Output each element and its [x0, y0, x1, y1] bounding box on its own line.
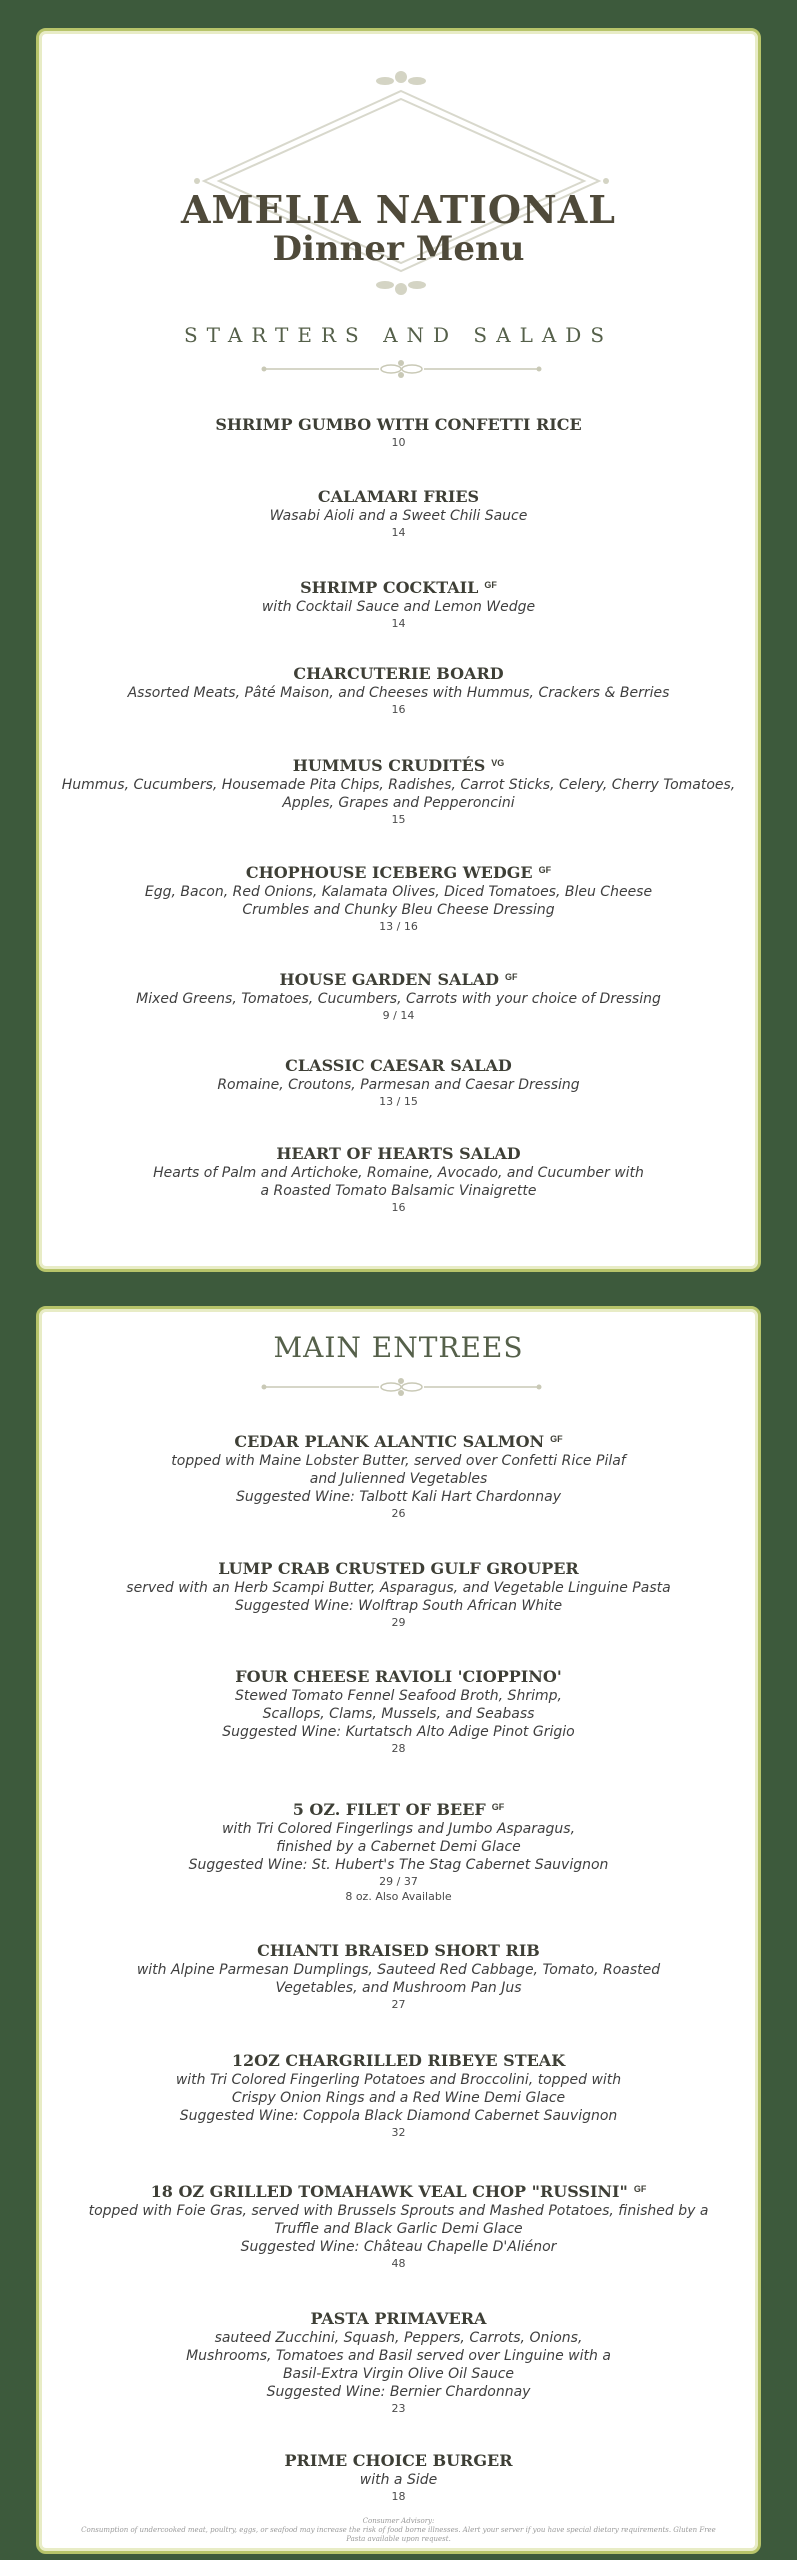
dietary-tag: GF [484, 580, 497, 590]
suggested-wine: Suggested Wine: St. Hubert's The Stag Cabernet Sauvignon [188, 1857, 609, 1873]
section-divider [39, 357, 758, 385]
item-description: Stewed Tomato Fennel Seafood Broth, Shrimp, Scallops, Clams, Mussels, and Seabass [235, 1688, 562, 1722]
item-description: Hummus, Cucumbers, Housemade Pita Chips, Radishes, Carrot Sticks, Celery, Cherry Tomatoes, Apples, Grapes and Pepperoncini [61, 777, 736, 811]
item-name: HUMMUS CRUDITÉS [292, 756, 486, 775]
suggested-wine: Suggested Wine: Château Chapelle D'Aliénor [240, 2239, 557, 2255]
item-name: SHRIMP COCKTAIL [300, 578, 479, 597]
dietary-tag: GF [504, 972, 518, 982]
dietary-tag: GF [633, 2184, 647, 2194]
starters-panel [36, 28, 761, 1272]
entrees-panel [36, 1306, 761, 2554]
item-name: LUMP CRAB CRUSTED GULF GROUPER [218, 1559, 579, 1578]
item-price: 10 [391, 436, 406, 449]
item-price: 16 [391, 703, 406, 716]
restaurant-name: AMELIA NATIONAL [181, 187, 616, 232]
menu-item [59, 2179, 738, 2272]
item-price: 13 / 16 [379, 920, 418, 933]
item-name: HOUSE GARDEN SALAD [279, 970, 499, 989]
item-price: 48 [391, 2257, 406, 2270]
section-divider [39, 1375, 758, 1403]
item-price: 29 [391, 1616, 406, 1629]
item-description: sauteed Zucchini, Squash, Peppers, Carrots, Onions, Mushrooms, Tomatoes and Basil served over Linguine with a Basil-Extra Virgin Olive Oil Sauce [186, 2330, 611, 2382]
item-description: served with an Herb Scampi Butter, Asparagus, and Vegetable Linguine Pasta [126, 1580, 671, 1596]
consumer-advisory [79, 2517, 718, 2544]
dietary-tag: VG [491, 758, 505, 768]
entrees-heading: MAIN ENTREES [273, 1331, 524, 1364]
menu-header [39, 61, 758, 301]
item-name: 18 OZ GRILLED TOMAHAWK VEAL CHOP "RUSSINI" [150, 2182, 628, 2201]
dietary-tag: GF [538, 865, 552, 875]
item-note: 8 oz. Also Available [345, 1890, 452, 1903]
item-price: 32 [391, 2126, 406, 2139]
item-name: CHIANTI BRAISED SHORT RIB [257, 1941, 540, 1960]
item-description: Mixed Greens, Tomatoes, Cucumbers, Carrots with your choice of Dressing [136, 991, 661, 1007]
menu-item [59, 1056, 738, 1110]
item-price: 14 [391, 617, 406, 630]
menu-item [59, 575, 738, 632]
item-price: 9 / 14 [382, 1009, 415, 1022]
item-price: 13 / 15 [379, 1095, 418, 1108]
menu-item [59, 967, 738, 1024]
dietary-tag: GF [550, 1434, 563, 1444]
item-price: 23 [391, 2402, 406, 2415]
menu-item [59, 753, 738, 828]
item-name: PRIME CHOICE BURGER [284, 2451, 513, 2470]
item-price: 29 / 37 [379, 1875, 418, 1888]
item-price: 15 [391, 813, 406, 826]
item-description: with Cocktail Sauce and Lemon Wedge [261, 599, 536, 615]
item-description: with Alpine Parmesan Dumplings, Sauteed Red Cabbage, Tomato, Roasted Vegetables, and Mushroom Pan Jus [136, 1962, 661, 1996]
item-name: FOUR CHEESE RAVIOLI 'CIOPPINO' [235, 1667, 562, 1686]
menu-item [59, 2309, 738, 2417]
suggested-wine: Suggested Wine: Bernier Chardonnay [266, 2384, 531, 2400]
item-name: PASTA PRIMAVERA [310, 2309, 487, 2328]
item-description: with Tri Colored Fingerlings and Jumbo Asparagus, finished by a Cabernet Demi Glace [221, 1821, 576, 1855]
item-description: topped with Maine Lobster Butter, served over Confetti Rice Pilaf and Julienned Vegetables [171, 1453, 626, 1487]
advisory-title: Consumer Advisory: [362, 2517, 435, 2525]
menu-item [59, 2451, 738, 2505]
item-description: topped with Foie Gras, served with Brussels Sprouts and Mashed Potatoes, finished by a Truffle and Black Garlic Demi Glace [88, 2203, 709, 2237]
item-description: with a Side [359, 2472, 438, 2488]
menu-item [59, 1667, 738, 1757]
suggested-wine: Suggested Wine: Coppola Black Diamond Cabernet Sauvignon [179, 2108, 618, 2124]
item-description: Hearts of Palm and Artichoke, Romaine, Avocado, and Cucumber with a Roasted Tomato Balsamic Vinaigrette [153, 1165, 644, 1199]
item-price: 18 [391, 2490, 406, 2503]
menu-item [59, 1429, 738, 1522]
item-name: CHOPHOUSE ICEBERG WEDGE [245, 863, 533, 882]
item-name: HEART OF HEARTS SALAD [276, 1144, 521, 1163]
item-name: 12OZ CHARGRILLED RIBEYE STEAK [231, 2051, 566, 2070]
item-description: Wasabi Aioli and a Sweet Chili Sauce [269, 508, 528, 524]
menu-item [59, 1941, 738, 2013]
item-name: CEDAR PLANK ALANTIC SALMON [234, 1432, 545, 1451]
suggested-wine: Suggested Wine: Kurtatsch Alto Adige Pinot Grigio [222, 1724, 575, 1740]
menu-item [59, 415, 738, 451]
suggested-wine: Suggested Wine: Wolftrap South African White [234, 1598, 563, 1614]
flourish-divider-icon [39, 357, 761, 381]
item-price: 28 [391, 1742, 406, 1755]
suggested-wine: Suggested Wine: Talbott Kali Hart Chardonnay [235, 1489, 562, 1505]
starters-heading: STARTERS AND SALADS [183, 323, 614, 347]
item-description: Romaine, Croutons, Parmesan and Caesar Dressing [217, 1077, 580, 1093]
item-description: Egg, Bacon, Red Onions, Kalamata Olives, Diced Tomatoes, Bleu Cheese Crumbles and Chunky Bleu Cheese Dressing [144, 884, 653, 918]
menu-item [59, 487, 738, 541]
menu-item [59, 1797, 738, 1904]
item-description: Assorted Meats, Pâté Maison, and Cheeses with Hummus, Crackers & Berries [127, 685, 670, 701]
menu-title: Dinner Menu [272, 229, 525, 269]
item-name: 5 OZ. FILET OF BEEF [292, 1800, 486, 1819]
item-price: 26 [391, 1507, 406, 1520]
dietary-tag: GF [491, 1802, 505, 1812]
flourish-divider-icon [39, 1375, 761, 1399]
item-name: CLASSIC CAESAR SALAD [285, 1056, 512, 1075]
menu-item [59, 664, 738, 718]
item-name: CHARCUTERIE BOARD [293, 664, 504, 683]
item-description: with Tri Colored Fingerling Potatoes and Broccolini, topped with Crispy Onion Rings and a Red Wine Demi Glace [175, 2072, 622, 2106]
advisory-text: Consumption of undercooked meat, poultry, eggs, or seafood may increase the risk of food borne illnesses. Alert your server if you have special dietary requirements. Gluten Free Pasta available upon request. [81, 2526, 716, 2543]
item-name: SHRIMP GUMBO WITH CONFETTI RICE [215, 415, 582, 434]
item-price: 14 [391, 526, 406, 539]
item-price: 16 [391, 1201, 406, 1214]
item-price: 27 [391, 1998, 406, 2011]
item-name: CALAMARI FRIES [317, 487, 480, 506]
menu-item [59, 1144, 738, 1216]
menu-item [59, 2051, 738, 2141]
menu-item [59, 1559, 738, 1631]
menu-item [59, 860, 738, 935]
